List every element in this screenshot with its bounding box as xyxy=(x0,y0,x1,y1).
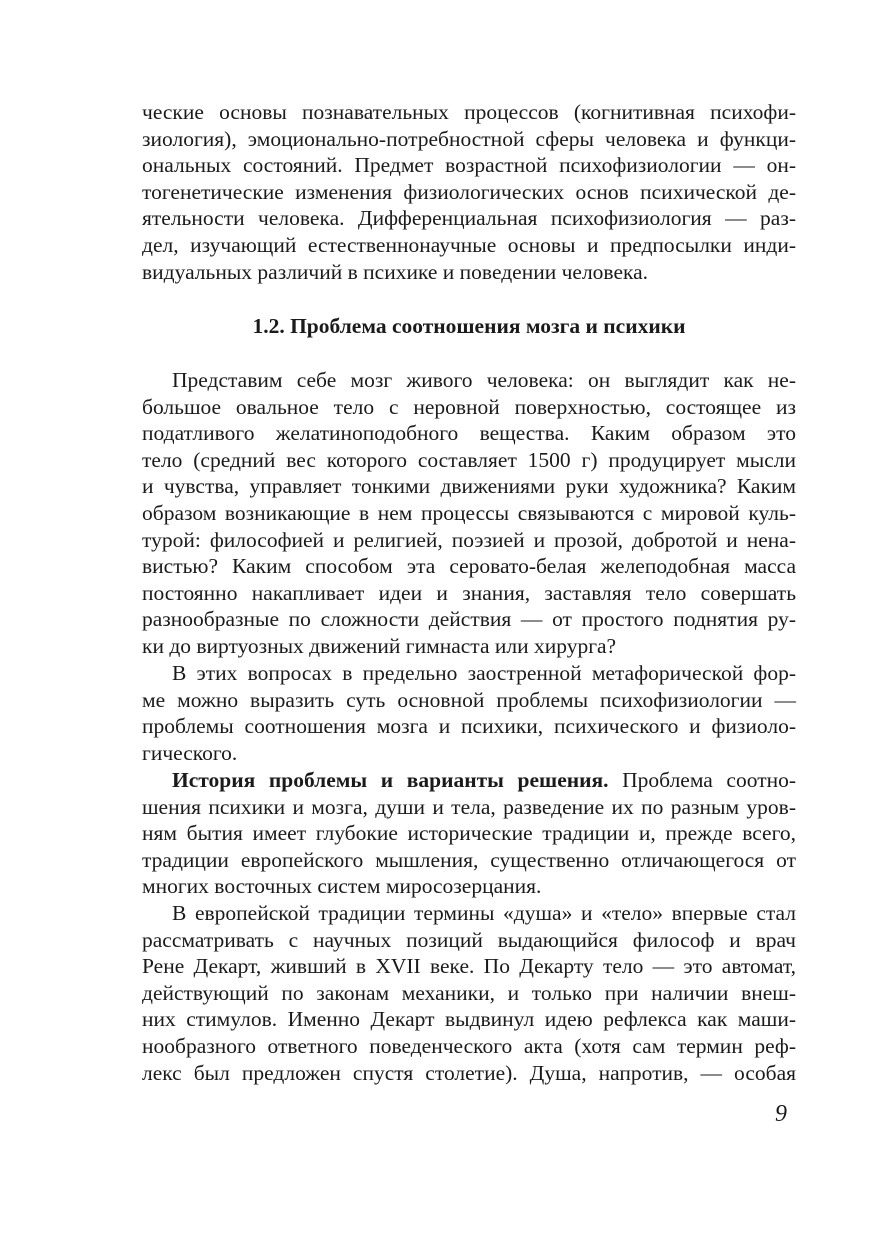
paragraph-4 xyxy=(142,900,796,1086)
text-line: рассматривать с научных позиций выдающийся философ и врач xyxy=(142,927,796,952)
text-line: турой: философией и религией, поэзией и прозой, добротой и нена- xyxy=(142,527,796,552)
text-line xyxy=(142,767,796,794)
text-line: проблемы соотношения мозга и психики, психического и физиоло- xyxy=(142,714,796,739)
text-line: Представим себе мозг живого человека: он выглядит как не- xyxy=(172,368,796,392)
text-line: ятельности человека. Дифференциальная психофизиология — раз- xyxy=(142,206,796,231)
text-fragment: Проблема соотно- xyxy=(608,768,797,792)
text-line: В европейской традиции термины «душа» и «тело» впервые стал xyxy=(172,901,796,925)
text-line: большое овальное тело с неровной поверхностью, состоящее из xyxy=(142,394,796,419)
text-line: видуальных различий в психике и поведении человека. xyxy=(142,259,649,284)
text-line: гического. xyxy=(142,740,238,765)
text-line: нообразного ответного поведенческого акта (хотя сам термин реф- xyxy=(142,1033,796,1058)
text-line: традиции европейского мышления, существенно отличающегося от xyxy=(142,847,796,872)
paragraph-3 xyxy=(142,767,796,900)
text-line: ме можно выразить суть основной проблемы психофизиологии — xyxy=(142,687,796,712)
text-line: и чувства, управляет тонкими движениями руки художника? Каким xyxy=(142,474,796,499)
paragraph-2 xyxy=(142,660,796,766)
text-line: ням бытия имеет глубокие исторические традиции и, прежде всего, xyxy=(142,821,796,846)
text-line: податливого желатиноподобного вещества. Каким образом это xyxy=(142,421,796,446)
text-line: вистью? Каким способом эта серовато-белая желеподобная масса xyxy=(142,554,796,579)
text-line: Рене Декарт, живший в XVII веке. По Декарту тело — это автомат, xyxy=(142,954,796,979)
text-line: действующий по законам механики, и только при наличии внеш- xyxy=(142,980,796,1005)
text-line: ональных состояний. Предмет возрастной психофизиологии — он- xyxy=(142,153,796,178)
text-line: тогенетические изменения физиологических основ психической де- xyxy=(142,179,796,204)
text-line: них стимулов. Именно Декарт выдвинул идею рефлекса как маши- xyxy=(142,1007,796,1032)
paragraph-1 xyxy=(142,367,796,660)
text-line: лекс был предложен спустя столетие). Душа, напротив, — особая xyxy=(142,1060,796,1085)
text-line: зиология), эмоционально-потребностной сферы человека и функци- xyxy=(142,126,796,151)
paragraph-lead: История проблемы и варианты решения. xyxy=(172,768,609,792)
section-heading: 1.2. Проблема соотношения мозга и психики xyxy=(252,314,686,338)
text-line: образом возникающие в нем процессы связываются с мировой куль- xyxy=(142,500,796,525)
text-line: ки до виртуозных движений гимнаста или хирурга? xyxy=(142,633,617,658)
text-line: разнообразные по сложности действия — от простого поднятия ру- xyxy=(142,607,796,632)
text-line: В этих вопросах в предельно заостренной метафорической фор- xyxy=(172,661,796,685)
paragraph-intro xyxy=(142,99,796,285)
text-line: многих восточных систем миросозерцания. xyxy=(142,874,542,899)
text-line: шения психики и мозга, души и тела, разведение их по разным уров- xyxy=(142,794,796,819)
text-line: постоянно накапливает идеи и знания, заставляя тело совершать xyxy=(142,580,796,605)
text-line: ческие основы познавательных процессов (когнитивная психофи- xyxy=(142,100,796,124)
text-line: дел, изучающий естественнонаучные основы и предпосылки инди- xyxy=(142,232,796,257)
page-number: 9 xyxy=(775,1101,787,1127)
text-line: тело (средний вес которого составляет 1500 г) продуцирует мысли xyxy=(142,447,796,472)
